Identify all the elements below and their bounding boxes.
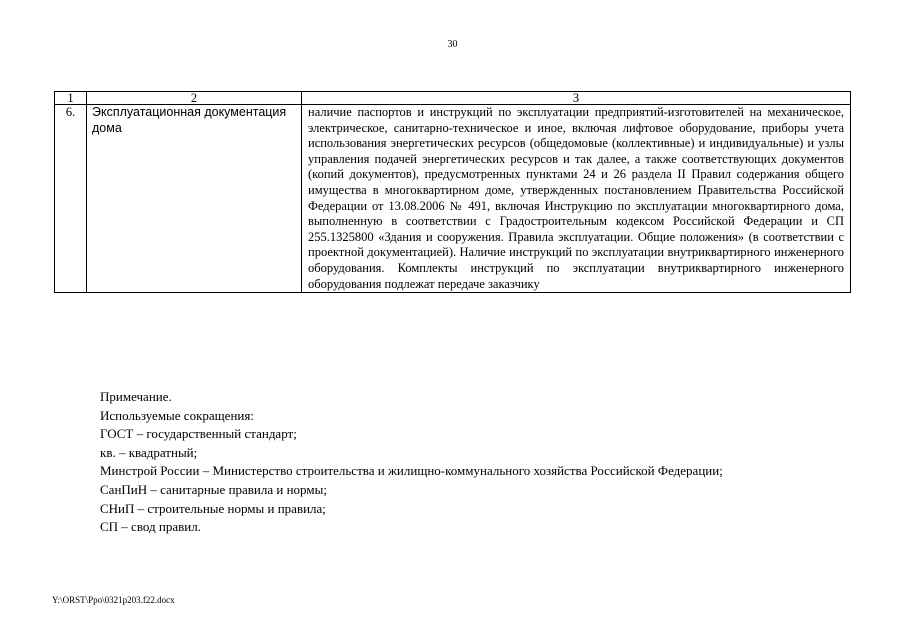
abbreviation-item: СанПиН – санитарные правила и нормы; <box>100 481 327 497</box>
row-name: Эксплуатационная документация дома <box>87 105 302 293</box>
page-number: 30 <box>447 39 458 50</box>
notes-subtitle: Используемые сокращения: <box>100 407 254 423</box>
header-col-1: 1 <box>55 92 87 105</box>
abbreviation-item: Минстрой России – Министерство строительства и жилищно-коммунального хозяйства Российской Федерации; <box>100 463 723 479</box>
abbreviation-item: ГОСТ – государственный стандарт; <box>100 426 297 442</box>
file-path-footer: Y:\ORST\Ppo\0321p203.f22.docx <box>52 595 175 605</box>
notes-title: Примечание. <box>100 389 172 404</box>
row-description: наличие паспортов и инструкций по эксплуатации предприятий-изготовителей на механическое, электрическое, санитарно-техническое и иное, включая лифтовое оборудование, приборы учета использования энергетических ресурсов (общедомовые (коллективные) и индивидуальные) и узлы управления подачей энергетических ресурсов и так далее, а также соответствующих документов (копий документов), предусмотренных пунктами 24 и 26 раздела II Правил содержания общего имущества в многоквартирном доме, утвержденных постановлением Правительства Российской Федерации от 13.08.2006 № 491, включая Инструкцию по эксплуатации многоквартирного дома, выполненную в соответствии с Градостроительным кодексом Российской Федерации и СП 255.1325800 «Здания и сооружения. Правила эксплуатации. Общие положения» (в соответствии с проектной документацией). Наличие инструкций по эксплуатации внутриквартирного инженерного оборудования. Комплекты инструкций по эксплуатации внутриквартирного инженерного оборудования подлежат передаче заказчику <box>302 105 851 293</box>
table-row <box>55 105 851 293</box>
table-header-row <box>55 92 851 105</box>
abbreviation-item: кв. – квадратный; <box>100 444 198 460</box>
abbreviation-item: СП – свод правил. <box>100 519 201 535</box>
requirements-table <box>54 91 851 293</box>
row-number: 6. <box>55 105 87 293</box>
abbreviation-item: СНиП – строительные нормы и правила; <box>100 500 326 516</box>
header-col-2: 2 <box>87 92 302 105</box>
header-col-3: 3 <box>302 92 851 105</box>
notes-section <box>100 388 860 537</box>
